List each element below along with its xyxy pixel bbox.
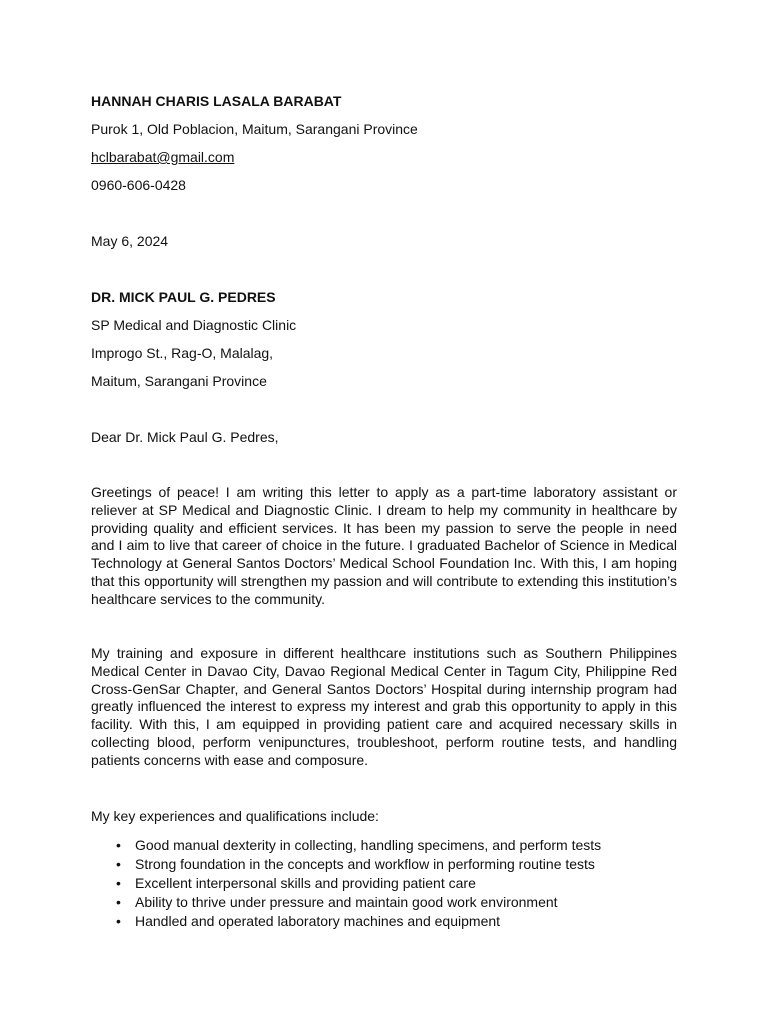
recipient-city: Maitum, Sarangani Province <box>91 373 267 389</box>
sender-email-link[interactable]: hclbarabat@gmail.com <box>91 149 235 165</box>
list-item-text: Excellent interpersonal skills and providing patient care <box>135 875 476 891</box>
bullet-icon: • <box>116 856 121 872</box>
sender-address: Purok 1, Old Poblacion, Maitum, Sarangani Province <box>91 121 418 137</box>
bullet-icon: • <box>116 894 121 910</box>
list-item <box>91 855 677 874</box>
qualifications-list <box>91 836 677 931</box>
list-item-text: Handled and operated laboratory machines and equipment <box>135 913 501 929</box>
bullet-icon: • <box>116 837 121 853</box>
letter-date: May 6, 2024 <box>91 233 169 249</box>
list-item <box>91 836 677 855</box>
qualifications-intro: My key experiences and qualifications include: <box>91 808 379 824</box>
list-item <box>91 874 677 893</box>
list-item <box>91 912 677 931</box>
paragraph-intro: Greetings of peace! I am writing this letter to apply as a part-time laboratory assistant or reliever at SP Medical and Diagnostic Clinic. I dream to help my community in healthcare by providing quality and efficient services. It has been my passion to serve the people in need and I aim to live that career of choice in the future. I graduated Bachelor of Science in Medical Technology at General Santos Doctors’ Medical School Foundation Inc. With this, I am hoping that this opportunity will strengthen my passion and will contribute to extending this institution’s healthcare services to the community. <box>91 484 677 607</box>
sender-phone: 0960-606-0428 <box>91 177 186 193</box>
sender-name: HANNAH CHARIS LASALA BARABAT <box>91 93 342 109</box>
recipient-street: Improgo St., Rag-O, Malalag, <box>91 345 274 361</box>
bullet-icon: • <box>116 875 121 891</box>
list-item-text: Good manual dexterity in collecting, handling specimens, and perform tests <box>135 837 602 853</box>
salutation: Dear Dr. Mick Paul G. Pedres, <box>91 429 279 445</box>
list-item <box>91 893 677 912</box>
list-item-text: Strong foundation in the concepts and workflow in performing routine tests <box>135 856 595 872</box>
recipient-clinic: SP Medical and Diagnostic Clinic <box>91 317 297 333</box>
paragraph-training: My training and exposure in different healthcare institutions such as Southern Philippines Medical Center in Davao City, Davao Regional Medical Center in Tagum City, Philippine Red Cross-GenSar Chapter, and General Santos Doctors’ Hospital during internship program had greatly influenced the interest to express my interest and grab this opportunity to apply in this facility. With this, I am equipped in providing patient care and acquired necessary skills in collecting blood, perform venipunctures, troubleshoot, perform routine tests, and handling patients concerns with ease and composure. <box>91 645 677 768</box>
list-item-text: Ability to thrive under pressure and maintain good work environment <box>135 894 558 910</box>
bullet-icon: • <box>116 913 121 929</box>
recipient-name: DR. MICK PAUL G. PEDRES <box>91 289 276 305</box>
